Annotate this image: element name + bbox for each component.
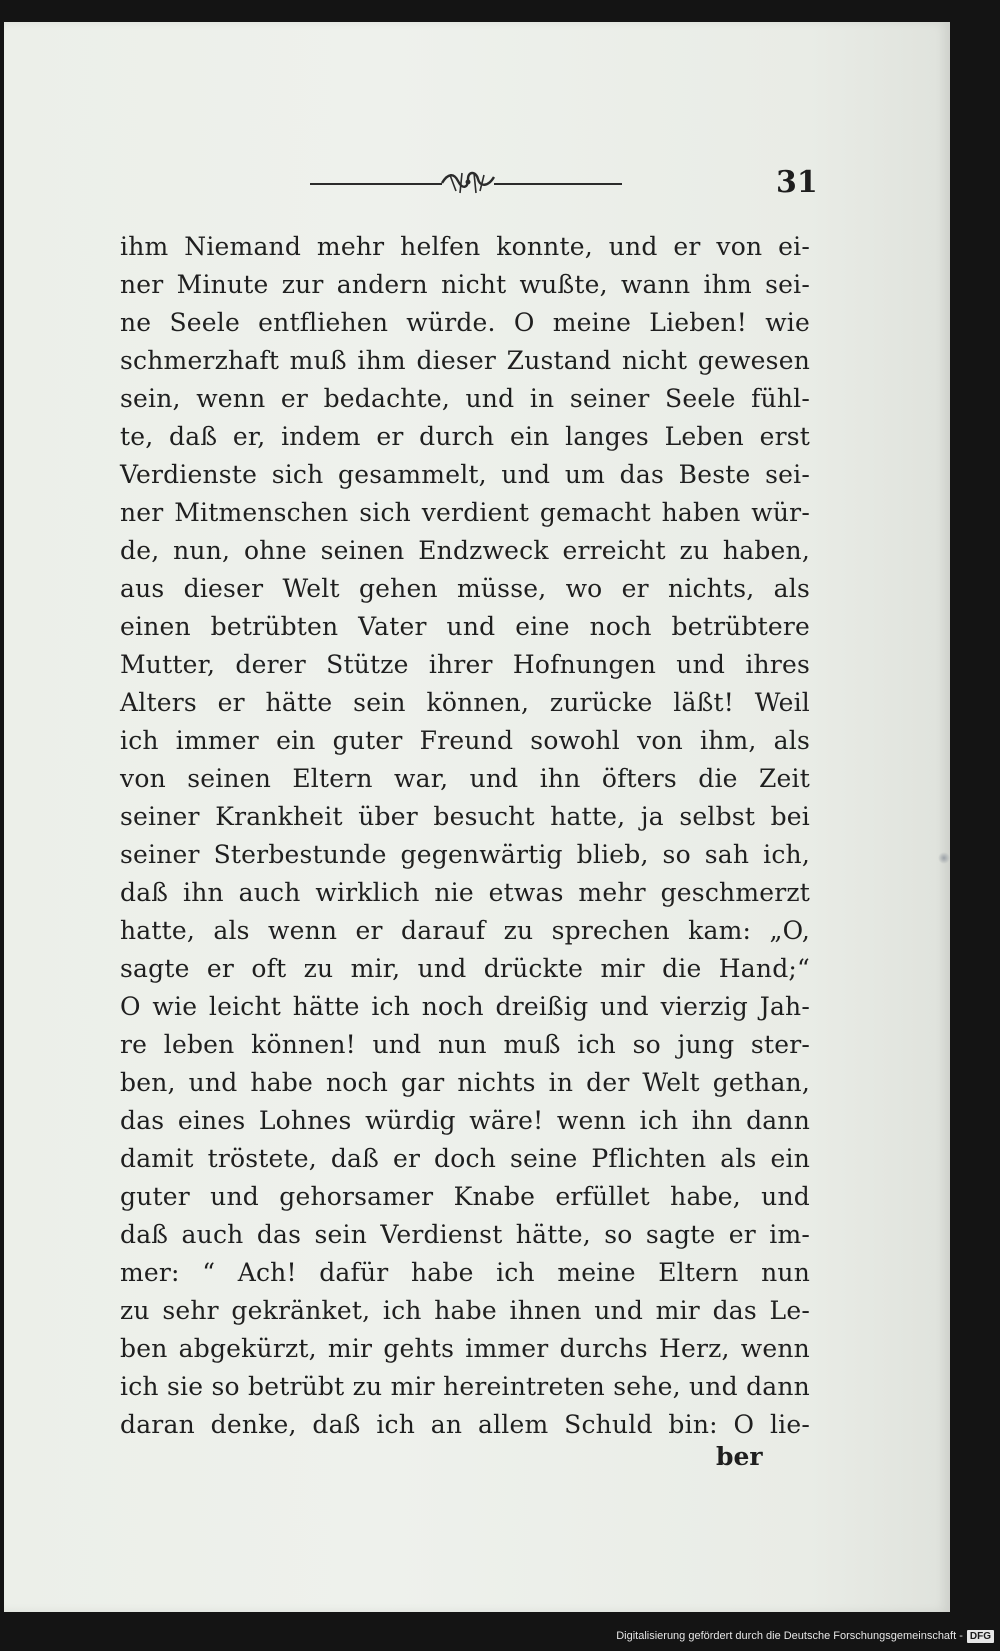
scan-blemish [938,852,950,864]
text-line: ich sie so betrübt zu mir hereintreten sehe, und dann [120,1372,810,1401]
text-line: aus dieser Welt gehen müsse, wo er nichts, als [120,574,810,603]
text-line: sagte er oft zu mir, und drückte mir die Hand;“ [120,954,810,983]
text-line: ben abgekürzt, mir gehts immer durchs Herz, wenn [120,1334,810,1363]
text-line: re leben können! und nun muß ich so jung ster- [120,1030,810,1059]
header-rule-left [310,183,442,185]
text-line: zu sehr gekränket, ich habe ihnen und mir das Le- [120,1296,810,1325]
dfg-logo: DFG [967,1630,994,1643]
text-line: damit tröstete, daß er doch seine Pflichten als ein [120,1144,810,1173]
text-line: Verdienste sich gesammelt, und um das Beste sei- [120,460,810,489]
text-line: ben, und habe noch gar nichts in der Welt gethan, [120,1068,810,1097]
text-line: de, nun, ohne seinen Endzweck erreicht zu haben, [120,536,810,565]
text-line: seiner Sterbestunde gegenwärtig blieb, so sah ich, [120,840,810,869]
footer-credit: Digitalisierung gefördert durch die Deutsche Forschungsgemeinschaft - [616,1630,963,1642]
text-line: das eines Lohnes würdig wäre! wenn ich ihn dann [120,1106,810,1135]
digitization-footer [616,1625,994,1647]
text-line: te, daß er, indem er durch ein langes Leben erst [120,422,810,451]
header-rule-right [494,183,622,185]
text-line: Mutter, derer Stütze ihrer Hofnungen und ihres [120,650,810,679]
text-line: einen betrübten Vater und eine noch betrübtere [120,612,810,641]
text-line: daß ihn auch wirklich nie etwas mehr geschmerzt [120,878,810,907]
text-line: von seinen Eltern war, und ihn öfters die Zeit [120,764,810,793]
text-line: ne Seele entfliehen würde. O meine Lieben! wie [120,308,810,337]
text-line: sein, wenn er bedachte, und in seiner Seele fühl- [120,384,810,413]
page-number: 31 [776,165,818,200]
text-line: Alters er hätte sein können, zurücke läßt! Weil [120,688,810,717]
page-header [4,157,950,200]
text-line: ich immer ein guter Freund sowohl von ihm, als [120,726,810,755]
text-line: daß auch das sein Verdienst hätte, so sagte er im- [120,1220,810,1249]
text-line: ner Minute zur andern nicht wußte, wann ihm sei- [120,270,810,299]
catchword: ber [716,1442,763,1471]
text-line: ner Mitmenschen sich verdient gemacht haben wür- [120,498,810,527]
text-line: hatte, als wenn er darauf zu sprechen kam: „O, [120,916,810,945]
book-page [4,22,950,1612]
body-text [120,228,810,1444]
text-line: seiner Krankheit über besucht hatte, ja selbst bei [120,802,810,831]
text-line: daran denke, daß ich an allem Schuld bin: O lie- [120,1410,810,1439]
text-line: schmerzhaft muß ihm dieser Zustand nicht gewesen [120,346,810,375]
text-line: mer: “ Ach! dafür habe ich meine Eltern nun [120,1258,810,1287]
text-line: guter und gehorsamer Knabe erfüllet habe, und [120,1182,810,1211]
text-line: ihm Niemand mehr helfen konnte, und er von ei- [120,232,810,261]
ornament-icon [438,165,498,199]
text-line: O wie leicht hätte ich noch dreißig und vierzig Jah- [120,992,810,1021]
